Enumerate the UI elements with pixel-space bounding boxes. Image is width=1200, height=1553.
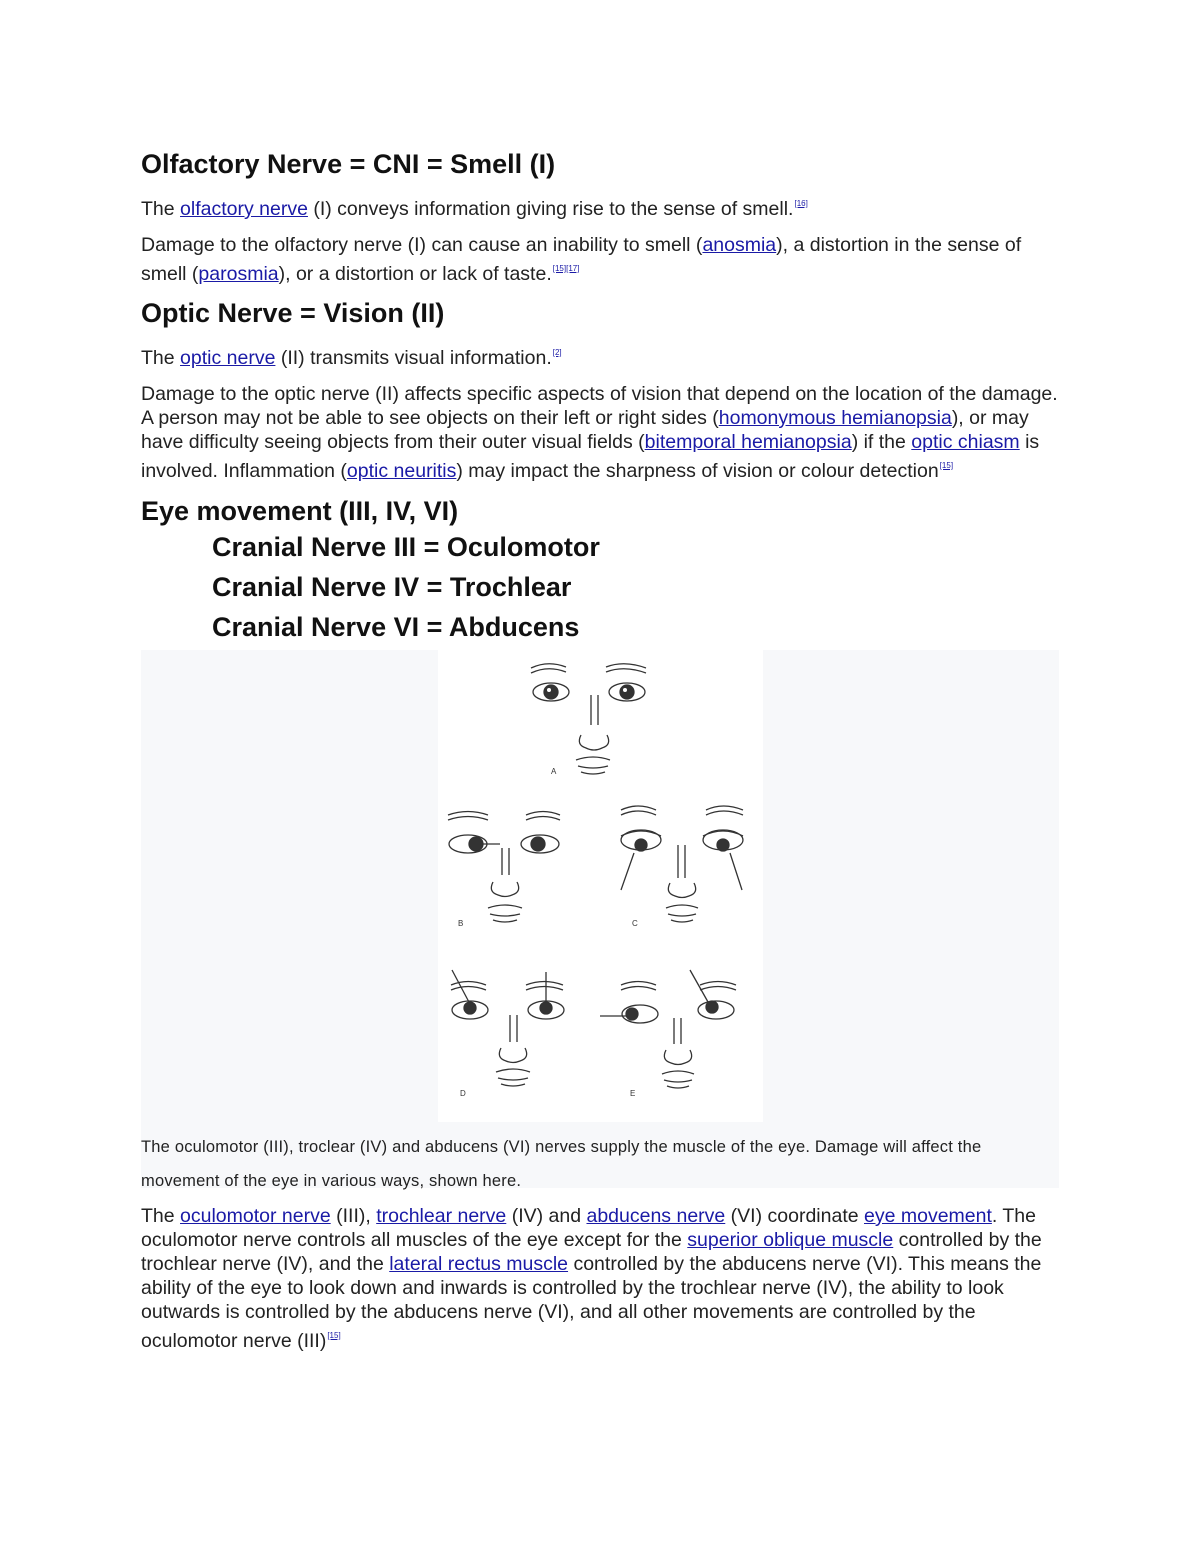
reference-link[interactable]: [2]: [552, 348, 562, 357]
heading-eye-movement: Eye movement (III, IV, VI): [141, 496, 459, 526]
reference-link[interactable]: [15][17]: [552, 264, 580, 273]
face-b: [448, 812, 560, 923]
link-bitemporal-hemianopsia[interactable]: bitemporal hemianopsia: [644, 431, 852, 453]
reference-link[interactable]: [16]: [794, 199, 808, 208]
optic-paragraph-1: The optic nerve (II) transmits visual information.[2]: [141, 347, 562, 369]
link-anosmia[interactable]: anosmia: [702, 234, 777, 256]
figure-label-d: D: [460, 1089, 466, 1098]
subheading-trochlear: Cranial Nerve IV = Trochlear: [212, 572, 572, 602]
optic-paragraph-2: Damage to the optic nerve (II) affects specific aspects of vision that depend on the location of the damage. A person may not be able to see objects on their left or right sides (homonymous hemianopsia), or may have difficulty seeing objects from their outer visual fields (bitemporal hemianopsia) if the optic chiasm is involved. Inflammation (optic neuritis) may impact the sharpness of vision or colour detection[15]: [141, 383, 1058, 482]
figure-label-a: A: [551, 767, 557, 776]
link-homonymous-hemianopsia[interactable]: homonymous hemianopsia: [718, 407, 952, 429]
figure-container: [141, 650, 1059, 1188]
document-body: [141, 148, 1059, 647]
face-e: [600, 970, 736, 1088]
olfactory-paragraph-2: Damage to the olfactory nerve (I) can cause an inability to smell (anosmia), a distortion in the sense of smell (parosmia), or a distortion or lack of taste.[15][17]: [141, 234, 1022, 285]
link-parosmia[interactable]: parosmia: [198, 263, 279, 285]
olfactory-paragraph-1: The olfactory nerve (I) conveys information giving rise to the sense of smell.[16]: [141, 198, 808, 220]
eye-movement-paragraph-container: [141, 1204, 1059, 1353]
link-optic-nerve[interactable]: optic nerve: [180, 347, 276, 369]
link-optic-neuritis[interactable]: optic neuritis: [346, 460, 457, 482]
face-c: [621, 806, 743, 922]
heading-optic: Optic Nerve = Vision (II): [141, 298, 445, 328]
figure-label-c: C: [632, 919, 638, 928]
link-optic-chiasm[interactable]: optic chiasm: [911, 431, 1020, 453]
link-abducens-nerve[interactable]: abducens nerve: [586, 1205, 726, 1227]
subheading-abducens: Cranial Nerve VI = Abducens: [212, 612, 580, 642]
link-oculomotor-nerve[interactable]: oculomotor nerve: [180, 1205, 331, 1227]
figure-label-b: B: [458, 919, 464, 928]
figure-caption: The oculomotor (III), troclear (IV) and abducens (VI) nerves supply the muscle of the eye. Damage will affect the movement of the eye in various ways, shown here.: [141, 1138, 982, 1190]
reference-link[interactable]: [15]: [327, 1331, 341, 1340]
link-olfactory-nerve[interactable]: olfactory nerve: [180, 198, 308, 220]
link-superior-oblique-muscle[interactable]: superior oblique muscle: [687, 1229, 894, 1251]
link-lateral-rectus-muscle[interactable]: lateral rectus muscle: [389, 1253, 569, 1275]
link-eye-movement[interactable]: eye movement: [864, 1205, 992, 1227]
figure-label-e: E: [630, 1089, 636, 1098]
link-trochlear-nerve[interactable]: trochlear nerve: [376, 1205, 507, 1227]
heading-olfactory: Olfactory Nerve = CNI = Smell (I): [141, 149, 556, 179]
eye-movement-paragraph: The oculomotor nerve (III), trochlear nerve (IV) and abducens nerve (VI) coordinate eye movement. The oculomotor nerve controls all muscles of the eye except for the superior oblique muscle controlled by the trochlear nerve (IV), and the lateral rectus muscle controlled by the abducens nerve (VI). This means the ability of the eye to look down and inwards is controlled by the trochlear nerve (IV), the ability to look outwards is controlled by the abducens nerve (VI), and all other movements are controlled by the oculomotor nerve (III)[15]: [141, 1205, 1042, 1352]
eye-movement-illustration: [438, 650, 763, 1122]
subheading-oculomotor: Cranial Nerve III = Oculomotor: [212, 532, 600, 562]
face-a: [531, 664, 646, 774]
face-d: [451, 970, 564, 1086]
reference-link[interactable]: [15]: [939, 461, 954, 470]
